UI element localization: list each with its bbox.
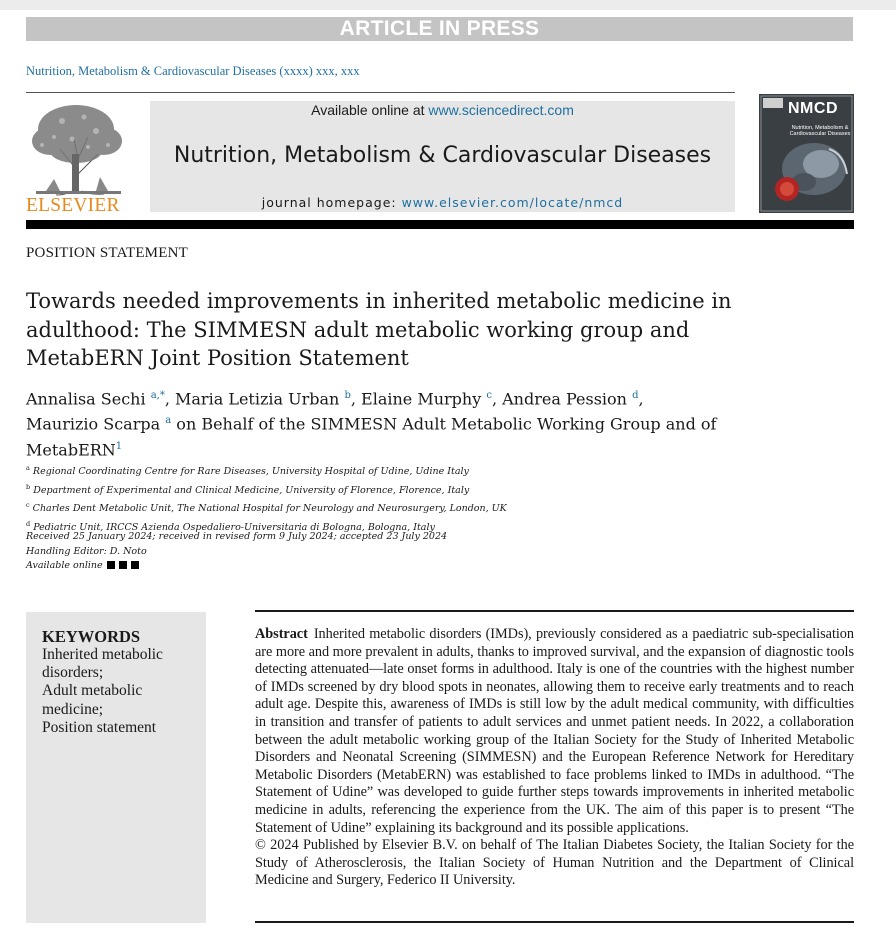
author-separator: , xyxy=(491,389,503,409)
affiliation-text: Charles Dent Metabolic Unit, The National Hospital for Neurology and Neurosurgery, London, UK xyxy=(32,503,507,515)
affiliation-text: Pediatric Unit, IRCCS Azienda Ospedaliero-Universitaria di Bologna, Bologna, Italy xyxy=(33,522,435,534)
abstract-body: Inherited metabolic disorders (IMDs), previously considered as a paediatric sub-specialisation are more and more prevalent in adults, thanks to improved survival, and the expansion of diagnostic tools detecting attenuated—late onset forms in adulthood. Italy is one of the countries with the highest number of IMDs screened by dry blood spots in neonates, allowing them to receive early treatments and to reach adult age. Despite this, awareness of IMDs is still low by the adult medical community, with difficulties in transition and transfer of patients to adult services and unmet patient needs. In 2022, a collaboration between the adult metabolic working group of the Italian Society for the Study of Inherited Metabolic Disorders and Neonatal Screening (SIMMESN) and the European Reference Network for Hereditary Metabolic Disorders (MetabERN) was established to face problems linked to IMDs in adulthood. “The Statement of Udine” was developed to guide further steps towards improvements in inherited metabolic medicine in adults, referencing the experience from the UK. The aim of this paper is to present “The Statement of Udine” explaining its background and its possible applications. xyxy=(255,626,854,836)
author-name[interactable]: Maurizio Scarpa xyxy=(26,414,161,434)
article-in-press-banner: ARTICLE IN PRESS xyxy=(26,17,853,41)
keywords-list xyxy=(42,646,202,737)
available-online-label: Available online xyxy=(26,560,103,571)
affiliation-item xyxy=(26,480,826,499)
author-group-footnote[interactable]: 1 xyxy=(115,440,123,452)
header-rule xyxy=(26,92,735,93)
abstract xyxy=(255,626,854,890)
author-name[interactable]: Andrea Pession xyxy=(502,389,627,409)
keyword-item[interactable]: Position statement xyxy=(42,718,157,736)
author-list xyxy=(26,385,806,461)
received-dates: Received 25 January 2024; received in revised form 9 July 2024; accepted 23 July 2024 xyxy=(26,531,448,542)
placeholder-square-icon xyxy=(119,561,127,569)
author-group-name: MetabERN xyxy=(26,439,116,459)
available-online-prefix: Available online at xyxy=(311,102,429,118)
journal-cover-code: NMCD xyxy=(788,100,838,117)
section-label: POSITION STATEMENT xyxy=(26,245,188,261)
abstract-rule-bottom xyxy=(255,921,854,923)
top-strip xyxy=(0,0,896,10)
affiliation-item xyxy=(26,498,826,517)
author-group-text: on Behalf of the SIMMESN Adult Metabolic Working Group and of xyxy=(171,414,717,434)
author-separator: , xyxy=(164,389,175,409)
affiliation-text: Regional Coordinating Centre for Rare Diseases, University Hospital of Udine, Udine Italy xyxy=(32,466,469,478)
affiliation-text: Department of Experimental and Clinical Medicine, University of Florence, Florence, Italy xyxy=(33,484,470,496)
affiliation-marker: c xyxy=(26,501,30,510)
placeholder-square-icon xyxy=(107,561,115,569)
available-online-date xyxy=(26,559,826,574)
journal-title: Nutrition, Metabolism & Cardiovascular Diseases xyxy=(173,143,712,168)
available-online-line xyxy=(150,102,735,118)
author-separator: , xyxy=(638,389,644,409)
keyword-item[interactable]: Adult metabolic medicine; xyxy=(42,682,143,718)
abstract-rule-top xyxy=(255,610,854,612)
author-name[interactable]: Maria Letizia Urban xyxy=(175,389,340,409)
placeholder-square-icon xyxy=(131,561,139,569)
abstract-heading: Abstract xyxy=(255,626,308,642)
homepage-link[interactable]: www.elsevier.com/locate/nmcd xyxy=(401,195,624,210)
article-title: Towards needed improvements in inherited metabolic medicine in adulthood: The SIMMESN adult metabolic working group and MetabERN Joint Position Statement xyxy=(26,289,732,370)
author-affil-marker[interactable]: d xyxy=(632,390,639,401)
affiliation-marker: b xyxy=(26,482,31,491)
author-affil-marker[interactable]: a,* xyxy=(150,390,165,401)
header-thick-rule xyxy=(26,220,854,229)
author-name[interactable]: Annalisa Sechi xyxy=(26,389,146,409)
author-affil-marker[interactable]: a xyxy=(165,415,172,427)
journal-cover-subtitle: Nutrition, Metabolism & Cardiovascular Diseases xyxy=(789,125,851,137)
abstract-copyright: © 2024 Published by Elsevier B.V. on behalf of The Italian Diabetes Society, the Italian Society for the Study of Atherosclerosis, the Italian Society of Human Nutrition and the Department of Clinical Medicine and Surgery, Federico II University. xyxy=(255,837,854,889)
affiliations xyxy=(26,461,826,536)
keywords-heading: KEYWORDS xyxy=(42,627,141,646)
author-name[interactable]: Elaine Murphy xyxy=(361,389,482,409)
journal-citation[interactable]: Nutrition, Metabolism & Cardiovascular Diseases (xxxx) xxx, xxx xyxy=(26,64,360,78)
author-affil-marker[interactable]: b xyxy=(344,390,351,401)
handling-editor: Handling Editor: D. Noto xyxy=(26,545,147,557)
author-separator: , xyxy=(350,389,362,409)
article-history xyxy=(26,530,826,574)
sciencedirect-link[interactable]: www.sciencedirect.com xyxy=(428,102,574,118)
abstract-body-paragraph xyxy=(255,626,854,837)
keyword-item[interactable]: Inherited metabolic disorders; xyxy=(42,646,163,682)
journal-homepage-line xyxy=(150,195,735,210)
affiliation-marker: a xyxy=(26,464,30,472)
publisher-name: ELSEVIER xyxy=(26,195,120,216)
affiliation-item xyxy=(26,461,826,480)
affiliation-marker: d xyxy=(26,519,31,528)
homepage-prefix: journal homepage: xyxy=(261,195,402,210)
author-affil-marker[interactable]: c xyxy=(486,390,492,401)
